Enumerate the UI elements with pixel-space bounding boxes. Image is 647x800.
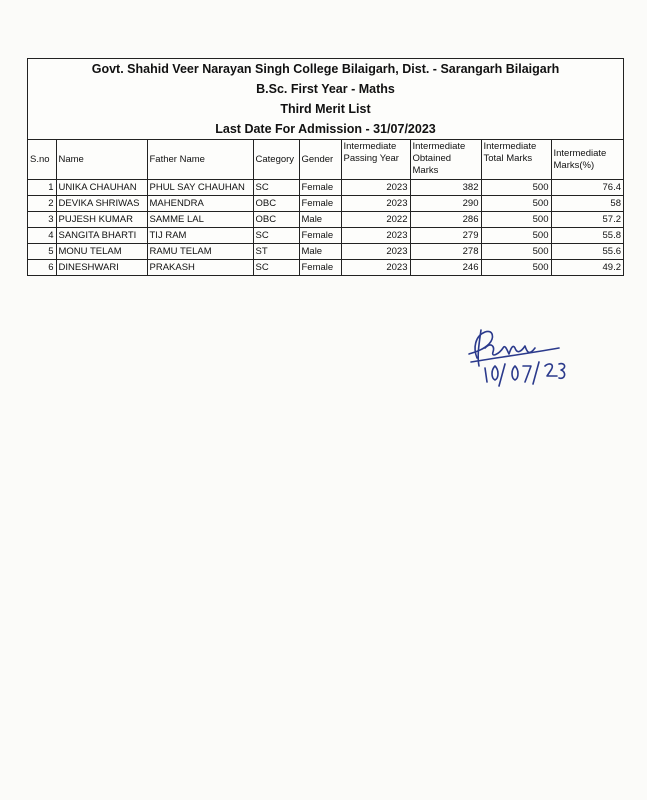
course-title: B.Sc. First Year - Maths (256, 82, 395, 96)
cell-total-marks: 500 (481, 244, 551, 260)
cell-category: SC (253, 260, 299, 276)
cell-total-marks: 500 (481, 228, 551, 244)
cell-gender: Male (299, 244, 341, 260)
cell-sno: 5 (28, 244, 56, 260)
cell-gender: Female (299, 260, 341, 276)
cell-father-name: TIJ RAM (147, 228, 253, 244)
col-header-father-name: Father Name (147, 140, 253, 180)
merit-table (28, 139, 623, 275)
cell-marks-percent: 49.2 (551, 260, 623, 276)
cell-category: ST (253, 244, 299, 260)
cell-father-name: PHUL SAY CHAUHAN (147, 180, 253, 196)
cell-father-name: MAHENDRA (147, 196, 253, 212)
col-header-name: Name (56, 140, 147, 180)
cell-category: SC (253, 228, 299, 244)
table-row (28, 260, 623, 276)
cell-passing-year: 2023 (341, 228, 410, 244)
cell-marks-percent: 55.6 (551, 244, 623, 260)
cell-sno: 4 (28, 228, 56, 244)
cell-name: SANGITA BHARTI (56, 228, 147, 244)
col-header-marks-percent: Intermediate Marks(%) (551, 140, 623, 180)
cell-category: OBC (253, 212, 299, 228)
merit-list-sheet (27, 58, 624, 276)
col-header-total-marks: Intermediate Total Marks (481, 140, 551, 180)
cell-obtained-marks: 290 (410, 196, 481, 212)
cell-passing-year: 2023 (341, 196, 410, 212)
table-header-row (28, 140, 623, 180)
cell-total-marks: 500 (481, 196, 551, 212)
cell-obtained-marks: 278 (410, 244, 481, 260)
cell-category: SC (253, 180, 299, 196)
cell-category: OBC (253, 196, 299, 212)
cell-name: DEVIKA SHRIWAS (56, 196, 147, 212)
signature-image (455, 318, 585, 398)
cell-total-marks: 500 (481, 260, 551, 276)
college-title: Govt. Shahid Veer Narayan Singh College Bilaigarh, Dist. - Sarangarh Bilaigarh (91, 62, 560, 76)
cell-sno: 3 (28, 212, 56, 228)
cell-gender: Male (299, 212, 341, 228)
table-row (28, 196, 623, 212)
cell-passing-year: 2023 (341, 180, 410, 196)
cell-marks-percent: 57.2 (551, 212, 623, 228)
cell-name: UNIKA CHAUHAN (56, 180, 147, 196)
cell-marks-percent: 55.8 (551, 228, 623, 244)
cell-marks-percent: 58 (551, 196, 623, 212)
cell-total-marks: 500 (481, 180, 551, 196)
col-header-obtained-marks: Intermediate Obtained Marks (410, 140, 481, 180)
col-header-sno: S.no (28, 140, 56, 180)
col-header-passing-year: Intermediate Passing Year (341, 140, 410, 180)
cell-name: DINESHWARI (56, 260, 147, 276)
cell-sno: 6 (28, 260, 56, 276)
table-row (28, 180, 623, 196)
table-body (28, 180, 623, 276)
cell-gender: Female (299, 228, 341, 244)
table-row (28, 228, 623, 244)
cell-obtained-marks: 382 (410, 180, 481, 196)
col-header-gender: Gender (299, 140, 341, 180)
table-row (28, 244, 623, 260)
cell-obtained-marks: 246 (410, 260, 481, 276)
cell-gender: Female (299, 196, 341, 212)
cell-obtained-marks: 279 (410, 228, 481, 244)
cell-father-name: SAMME LAL (147, 212, 253, 228)
cell-name: PUJESH KUMAR (56, 212, 147, 228)
cell-marks-percent: 76.4 (551, 180, 623, 196)
cell-obtained-marks: 286 (410, 212, 481, 228)
last-date: Last Date For Admission - 31/07/2023 (215, 122, 436, 136)
cell-passing-year: 2022 (341, 212, 410, 228)
cell-father-name: PRAKASH (147, 260, 253, 276)
cell-name: MONU TELAM (56, 244, 147, 260)
table-row (28, 212, 623, 228)
cell-passing-year: 2023 (341, 260, 410, 276)
cell-father-name: RAMU TELAM (147, 244, 253, 260)
cell-gender: Female (299, 180, 341, 196)
cell-sno: 1 (28, 180, 56, 196)
col-header-category: Category (253, 140, 299, 180)
cell-sno: 2 (28, 196, 56, 212)
list-title: Third Merit List (280, 102, 371, 116)
cell-total-marks: 500 (481, 212, 551, 228)
cell-passing-year: 2023 (341, 244, 410, 260)
